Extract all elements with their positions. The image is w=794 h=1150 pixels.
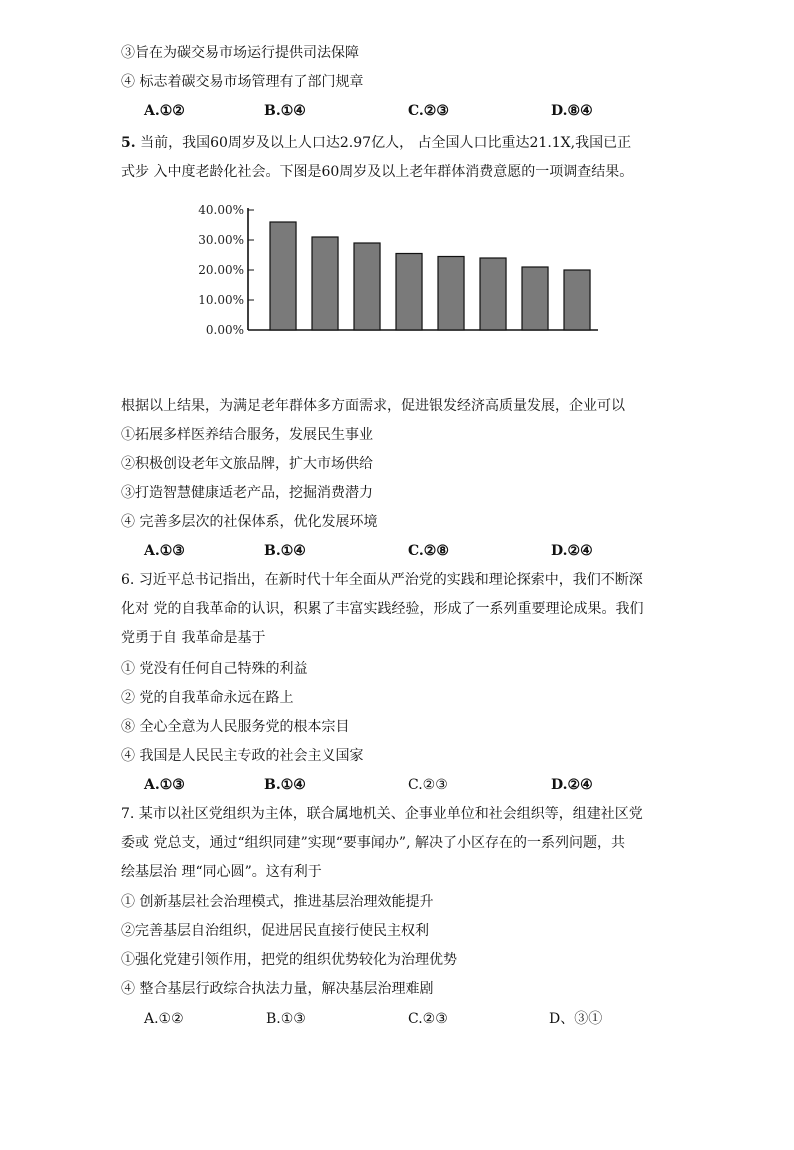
q6-option-d: D.②④	[551, 777, 593, 793]
q7-item-3: ①强化党建引领作用，把党的组织优势较化为治理优势	[121, 952, 457, 968]
chart-bar	[396, 254, 422, 331]
q5-item-1: ①拓展多样医养结合服务，发展民生事业	[121, 427, 373, 443]
q6-stem-text-1: 习近平总书记指出，在新时代十年全面从严治党的实践和理论探索中，我们不断深	[138, 572, 643, 588]
y-tick-label: 20.00%	[198, 263, 244, 277]
q7-option-c: C.②③	[408, 1011, 448, 1027]
q5-number: 5.	[121, 135, 136, 151]
q6-number: 6.	[121, 572, 135, 588]
q6-item-3: ⑧ 全心全意为人民服务党的根本宗目	[121, 719, 350, 735]
y-axis-ticks	[198, 203, 254, 337]
q6-item-4: ④ 我国是人民民主专政的社会主义国家	[121, 748, 364, 764]
q6-item-2: ② 党的自我革命永远在路上	[121, 690, 294, 706]
q7-item-4: ④ 整合基层行政综合执法力量，解决基层治理难剧	[121, 981, 434, 997]
chart-bar	[564, 270, 590, 330]
q5-option-d: D.②④	[551, 543, 593, 559]
q5-item-4: ④ 完善多层次的社保体系，优化发展环境	[121, 514, 378, 530]
q4-option-d: D.⑧④	[551, 103, 593, 119]
q5-option-c: C.②⑧	[408, 543, 449, 559]
q4-option-a: A.①②	[144, 103, 185, 119]
q7-option-a: A.①②	[144, 1011, 184, 1027]
chart-bar	[354, 243, 380, 330]
q5-option-a: A.①③	[144, 543, 185, 559]
q7-stem-line-3: 绘基层治 理“同心圆”。这有利于	[121, 864, 322, 880]
q5-stem-text-1: 当前，我国60周岁及以上人口达2.97亿人， 占全国人口比重达21.1X,我国已正	[140, 135, 632, 151]
q7-option-d: D、③①	[549, 1011, 603, 1027]
q5-stem-line-1	[121, 134, 631, 152]
q7-stem-line-2: 委或 党总支，通过“组织同建”实现“要事闻办”, 解决了小区存在的一系列问题，共	[121, 835, 625, 851]
q5-item-3: ③打造智慧健康适老产品，挖掘消费潜力	[121, 485, 373, 501]
q5-item-2: ②积极创设老年文旅品牌，扩大市场供给	[121, 456, 373, 472]
y-tick-label: 30.00%	[198, 233, 244, 247]
y-tick-label: 40.00%	[198, 203, 244, 217]
chart-bar	[438, 257, 464, 331]
q6-option-c: C.②③	[408, 777, 448, 793]
chart-bar	[522, 267, 548, 330]
q6-stem-line-1	[121, 571, 643, 589]
chart-bar	[270, 222, 296, 330]
q6-item-1: ① 党没有任何自己特殊的利益	[121, 661, 308, 677]
q7-number: 7.	[121, 806, 135, 822]
q6-stem-line-2: 化对 党的自我革命的认识，积累了丰富实践经验，形成了一系列重要理论成果。我们	[121, 601, 644, 617]
chart-bar	[312, 237, 338, 330]
y-tick-label: 10.00%	[198, 293, 244, 307]
y-tick-label: 0.00%	[205, 323, 244, 337]
q7-item-2: ②完善基层自治组织，促进居民直接行使民主权利	[121, 923, 429, 939]
q6-option-a: A.①③	[144, 777, 185, 793]
consumption-willingness-chart	[190, 198, 610, 348]
q5-stem-line-2: 式步 入中度老龄化社会。下图是60周岁及以上老年群体消费意愿的一项调查结果。	[121, 164, 634, 180]
q7-stem-text-1: 某市以社区党组织为主体，联合属地机关、企事业单位和社会组织等，组建社区党	[138, 806, 643, 822]
chart-bar	[480, 258, 506, 330]
q7-stem-line-1	[121, 805, 643, 823]
q4-option-c: C.②③	[408, 103, 449, 119]
q4-item-4: ④ 标志着碳交易市场管理有了部门规章	[121, 74, 364, 90]
q4-item-3: ③旨在为碳交易市场运行提供司法保障	[121, 45, 359, 61]
q4-option-b: B.①④	[264, 103, 306, 119]
q7-item-1: ① 创新基层社会治理模式，推进基层治理效能提升	[121, 894, 434, 910]
bars	[270, 222, 590, 330]
q5-lead: 根据以上结果，为满足老年群体多方面需求，促进银发经济高质量发展，企业可以	[121, 398, 625, 414]
q5-option-b: B.①④	[264, 543, 306, 559]
q6-option-b: B.①④	[264, 777, 306, 793]
q7-option-b: B.①③	[266, 1011, 306, 1027]
q6-stem-line-3: 党勇于自 我革命是基于	[121, 630, 266, 646]
